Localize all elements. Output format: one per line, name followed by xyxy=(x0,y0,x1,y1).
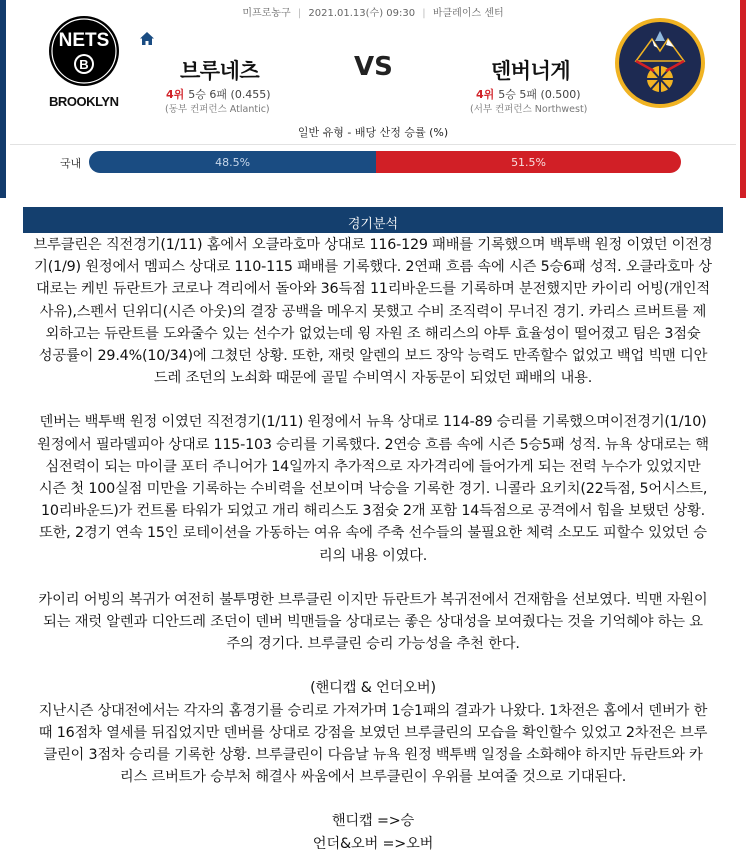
article-line: 외하고는 듀란트를 도와줄수 있는 선수가 없었는데 윙 자원 조 해리스의 야투 효율성이 떨어졌고 팀은 3점슛 xyxy=(45,325,701,342)
analysis-article xyxy=(7,234,739,855)
article-line: 심전력이 되는 마이클 포터 주니어가 14일까지 추가적으로 자가격리에 들어가게 되는 전력 누수가 있었지만 xyxy=(45,458,701,475)
away-record xyxy=(476,86,581,102)
article-line: 클린이 3점차 승리를 기록한 상황. 브루클린이 다음날 뉴욕 원정 백투백 일정을 소화해야 하지만 듀란트와 카 xyxy=(43,747,703,764)
article-line: 사유),스펜서 딘위디(시즌 아웃)의 결장 공백을 메우지 못했고 수비 조직력이 무너진 경기. 카리스 르버트를 제 xyxy=(39,303,707,320)
svg-text:NETS: NETS xyxy=(58,30,110,51)
away-probability-label: 51.5% xyxy=(511,155,547,169)
analysis-header xyxy=(23,207,723,233)
article-line: 시즌 첫 100실점 미만을 기록하는 수비력을 선보이며 낙승을 기록한 경기. 니콜라 요키치(22득점, 5어시스트, xyxy=(38,481,708,498)
article-line: 되는 재럿 알렌과 디안드레 조던이 덴버 빅맨들을 상대로는 좋은 상대성을 보여줬다는 것을 기억헤야 하는 요 xyxy=(43,614,703,631)
home-rank: 4위 xyxy=(166,88,185,101)
article-line: 기(1/9) 원정에서 멤피스 상대로 110-115 패배를 기록했다. 2연패 흐름 속에 시즌 5승6패 성적. 오클라호마 상 xyxy=(34,259,712,276)
home-record xyxy=(166,86,271,102)
analysis-title: 경기분석 xyxy=(347,217,399,232)
vs-label: VS xyxy=(354,52,393,82)
article-line: 성공률이 29.4%(10/34)에 그쳤던 상황. 또한, 재럿 알렌의 보드 장악 능력도 만족할수 없었고 백업 빅맨 디안 xyxy=(38,348,708,365)
article-line: 카이리 어빙의 복귀가 여전히 불투명한 브루클린 이지만 듀란트가 복귀전에서 건재함을 선보였다. 빅맨 자원이 xyxy=(38,591,708,608)
article-line: 대로는 케빈 듀란트가 코로나 격리에서 돌아와 36득점 11리바운드를 기록하며 분전했지만 카이리 어빙(개인적 xyxy=(35,281,710,298)
away-probability-segment xyxy=(376,151,681,173)
nets-logo xyxy=(46,14,122,112)
analysis-paragraph-home xyxy=(7,234,739,389)
article-line: 주의 경기다. 브루클린 승리 가능성을 추천 한다. xyxy=(226,636,520,653)
handicap-section-title: (핸디캡 & 언더오버) xyxy=(310,680,436,697)
home-conference: (동부 컨퍼런스 Atlantic) xyxy=(165,104,270,115)
home-probability-label: 48.5% xyxy=(215,155,251,169)
article-line: 10리바운드)가 컨트롤 타워가 되었고 개리 해리스도 3점슛 2개 포함 14득점으로 공격에서 힘을 보탰던 상황. xyxy=(40,503,705,520)
analysis-paragraph-away xyxy=(7,411,739,566)
divider xyxy=(10,144,736,145)
svg-text:BROOKLYN: BROOKLYN xyxy=(49,94,119,109)
home-color-strip xyxy=(0,0,6,198)
analysis-paragraph-handicap xyxy=(7,700,739,789)
match-info: 미프로농구 | 2021.01.13(수) 09:30 | 바클레이스 센터 xyxy=(242,8,504,19)
home-probability-segment xyxy=(89,151,376,173)
home-win-loss: 5승 6패 (0.455) xyxy=(188,88,271,101)
away-conference: (서부 컨퍼런스 Northwest) xyxy=(470,104,588,115)
betting-row-label: 국내 xyxy=(60,157,82,170)
article-line: 원정에서 필라델피아 상대로 115-103 승리를 기록했다. 2연승 흐름 속에 시즌 5승5패 성적. 뉴욕 상대로는 핵 xyxy=(37,436,709,453)
analysis-paragraph-summary xyxy=(7,589,739,656)
svg-text:B: B xyxy=(79,57,89,72)
article-line: 리스 르버트가 승부처 해결사 싸움에서 브루클린이 우위를 보여줄 것으로 기대된다. xyxy=(119,769,627,786)
match-datetime: 2021.01.13(수) 09:30 xyxy=(308,8,416,19)
article-line: 리의 내용 이였다. xyxy=(318,547,428,564)
article-line: 때 16점차 열세를 뒤집었지만 덴버를 상대로 강점을 보였던 브루클린의 모습을 확인할수 있었고 2차전은 브루 xyxy=(38,724,708,741)
away-win-loss: 5승 5패 (0.500) xyxy=(498,88,581,101)
pick-handicap: 핸디캡 =>승 xyxy=(331,813,415,830)
match-venue: 바클레이스 센터 xyxy=(432,8,504,19)
article-line: 지난시즌 상대전에서는 각자의 홈경기를 승리로 가져가며 1승1패의 결과가 나왔다. 1차전은 홈에서 덴버가 한 xyxy=(38,702,708,719)
league-label: 미프로농구 xyxy=(242,8,291,19)
away-team-name: 덴버너게 xyxy=(491,59,571,83)
away-rank: 4위 xyxy=(476,88,495,101)
article-line: 드레 조던의 노쇠화 때문에 골밑 수비역시 자동문이 되었던 패배의 내용. xyxy=(153,370,593,387)
article-line: 또한, 2경기 연속 15인 로테이션을 가동하는 여유 속에 주축 선수들의 불필요한 체력 소모도 피할수 있었던 승 xyxy=(39,525,707,542)
win-probability-bar xyxy=(89,151,681,173)
away-color-strip xyxy=(740,0,746,198)
home-team-name: 브루네츠 xyxy=(180,59,260,83)
home-icon xyxy=(139,31,155,47)
betting-title: 일반 유형 - 배당 산정 승률 (%) xyxy=(297,126,449,139)
pick-overunder: 언더&오버 =>오버 xyxy=(312,835,434,852)
article-line: 덴버는 백투백 원정 이였던 직전경기(1/11) 원정에서 뉴욕 상대로 114-89 승리를 기록했으며이전경기(1/10) xyxy=(39,414,707,431)
article-line: 브루클린은 직전경기(1/11) 홈에서 오클라호마 상대로 116-129 패배를 기록했으며 백투백 원정 이였던 이전경 xyxy=(33,237,713,253)
nuggets-logo xyxy=(614,17,706,109)
